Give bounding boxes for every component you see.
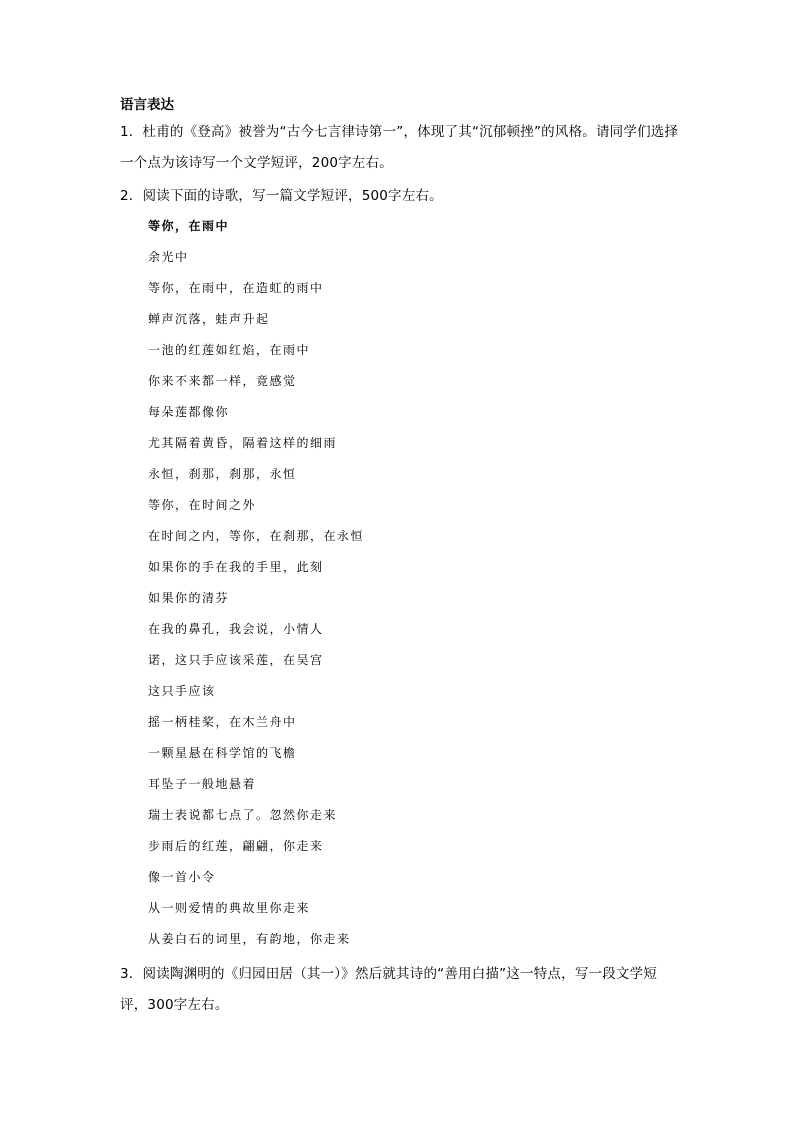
poem-line: 像一首小令 [148,870,216,884]
poem-line: 一池的红莲如红焰，在雨中 [148,343,311,357]
poem-line: 每朵莲都像你 [148,405,230,419]
poem-line: 蝉声沉落，蛙声升起 [148,312,270,326]
question-1: 1．杜甫的《登高》被誉为“古今七言律诗第一”，体现了其“沉郁顿挫”的风格。请同学们选择一个点为该诗写一个文学短评，200字左右。 [120,124,679,171]
poem-author: 余光中 [148,250,189,264]
poem-line: 从一则爱情的典故里你走来 [148,901,311,915]
poem-line: 等你，在雨中，在造虹的雨中 [148,281,324,295]
poem-line: 如果你的手在我的手里，此刻 [148,560,324,574]
poem-line: 永恒，刹那，刹那，永恒 [148,467,297,481]
poem-line: 从姜白石的词里，有韵地，你走来 [148,932,351,946]
section-title: 语言表达 [120,97,174,113]
question-2: 2．阅读下面的诗歌，写一篇文学短评，500字左右。 [120,188,443,204]
poem-line: 摇一柄桂桨，在木兰舟中 [148,715,297,729]
poem-line: 步雨后的红莲，翩翩，你走来 [148,839,324,853]
poem-line: 在时间之内，等你，在刹那，在永恒 [148,529,365,543]
poem-line: 你来不来都一样，竟感觉 [148,374,297,388]
poem-line: 如果你的清芬 [148,591,230,605]
poem-line: 瑞士表说都七点了。忽然你走来 [148,808,338,822]
poem [148,211,364,955]
poem-line: 在我的鼻孔，我会说，小情人 [148,622,324,636]
poem-line: 等你，在时间之外 [148,498,257,512]
poem-line: 尤其隔着黄昏，隔着这样的细雨 [148,436,338,450]
poem-line: 一颗星悬在科学馆的飞檐 [148,746,297,760]
poem-title: 等你，在雨中 [148,219,230,233]
poem-line: 这只手应该 [148,684,216,698]
question-3: 3．阅读陶渊明的《归园田居（其一）》然后就其诗的“善用白描”这一特点，写一段文学短评，300字左右。 [120,966,658,1013]
poem-line: 耳坠子一般地悬着 [148,777,257,791]
poem-line: 诺，这只手应该采莲，在吴宫 [148,653,324,667]
